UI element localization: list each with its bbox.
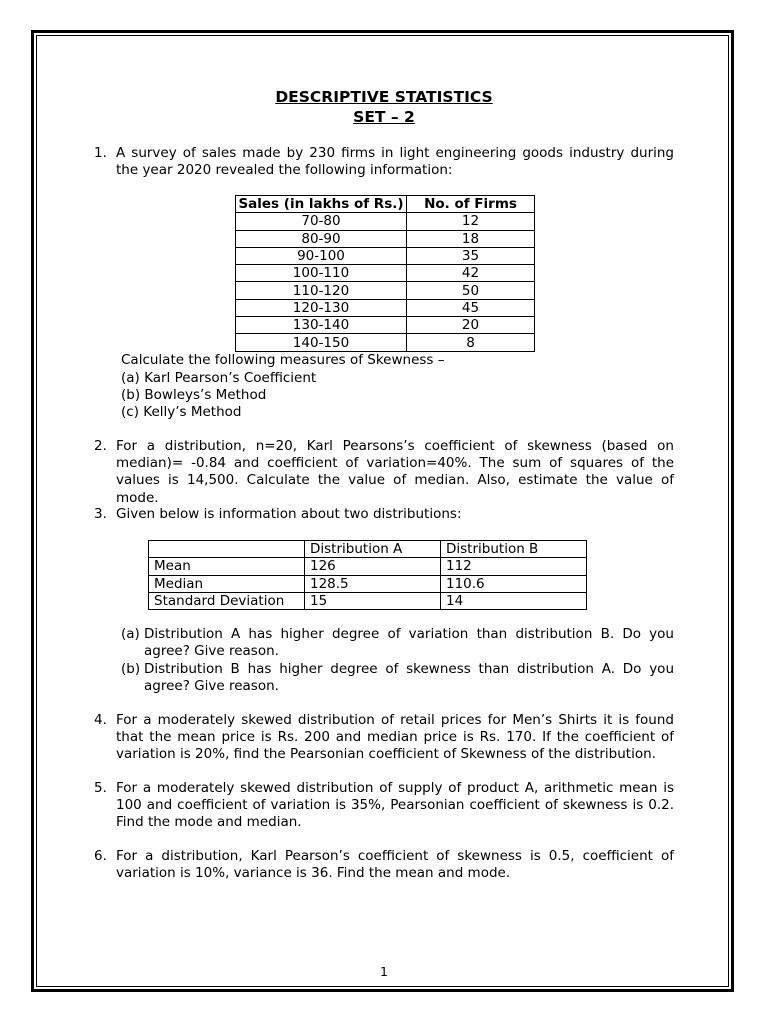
part-text: Karl Pearson’s Coefficient [144,370,317,386]
table-row [149,558,587,575]
table-row [236,334,535,351]
table-header: Sales (in lakhs of Rs.) [236,196,407,213]
table-cell: 42 [407,265,535,282]
table-header [149,541,305,558]
q2-number: 2. [94,438,107,454]
table-row [149,575,587,592]
q3-part-a-text: Distribution A has higher degree of variation than distribution B. Do you agree? Give reason. [144,626,674,660]
table-cell: 50 [407,282,535,299]
table-row [236,282,535,299]
q4-number: 4. [94,712,107,728]
table-cell: 70-80 [236,213,407,230]
table-cell: 18 [407,230,535,247]
table-row [236,317,535,334]
table-cell: 130-140 [236,317,407,334]
table-cell: 8 [407,334,535,351]
q3-text: Given below is information about two distributions: [116,506,462,522]
q1-text: A survey of sales made by 230 firms in light engineering goods industry during the year 2020 revealed the following information: [116,145,674,179]
q1-instruction: Calculate the following measures of Skewness – [121,352,445,368]
q3-part-b-text: Distribution B has higher degree of skewness than distribution A. Do you agree? Give reason. [144,661,674,695]
table-row [236,265,535,282]
q3-part-a-label: (a) [121,626,140,642]
table-cell: 128.5 [305,575,441,592]
page-subtitle: SET – 2 [353,108,415,126]
q1-part-b [121,387,266,404]
q1-part-a [121,370,316,387]
table-cell: 100-110 [236,265,407,282]
table-row [149,592,587,609]
table-cell: 35 [407,247,535,264]
table-header: Distribution B [441,541,587,558]
table-cell: 14 [441,592,587,609]
table-cell: 126 [305,558,441,575]
table-cell: 15 [305,592,441,609]
table-header: Distribution A [305,541,441,558]
part-label: (c) [121,404,139,420]
part-label: (b) [121,387,141,403]
table-cell: 110-120 [236,282,407,299]
q3-number: 3. [94,506,107,522]
part-text: Bowleys’s Method [144,387,267,403]
table-cell: 80-90 [236,230,407,247]
table-cell: 45 [407,299,535,316]
q6-text: For a distribution, Karl Pearson’s coefficient of skewness is 0.5, coefficient of variation is 10%, variance is 36. Find the mean and mode. [116,848,674,882]
q5-text: For a moderately skewed distribution of supply of product A, arithmetic mean is 100 and coefficient of variation is 35%, Pearsonian coefficient of skewness is 0.2. Find the mode and median. [116,780,674,831]
q1-number: 1. [94,145,107,161]
table-cell: Standard Deviation [149,592,305,609]
page-number: 1 [380,964,388,979]
table-row [236,247,535,264]
q1-part-c [121,404,242,421]
q2-text: For a distribution, n=20, Karl Pearsons’s coefficient of skewness (based on median)= -0.84 and coefficient of variation=40%. The sum of squares of the values is 14,500. Calculate the value of median. Also, estimate the value of mode. [116,438,674,506]
table-cell: 140-150 [236,334,407,351]
part-text: Kelly’s Method [143,404,242,420]
table-cell: Mean [149,558,305,575]
q4-text: For a moderately skewed distribution of retail prices for Men’s Shirts it is found that the mean price is Rs. 200 and median price is Rs. 170. If the coefficient of variation is 20%, find the Pearsonian coefficient of Skewness of the distribution. [116,712,674,763]
table-cell: 90-100 [236,247,407,264]
q6-number: 6. [94,848,107,864]
table-cell: 110.6 [441,575,587,592]
distribution-table [148,540,587,610]
table-header: No. of Firms [407,196,535,213]
q5-number: 5. [94,780,107,796]
table-row [236,213,535,230]
page-title: DESCRIPTIVE STATISTICS [275,88,493,106]
part-label: (a) [121,370,140,386]
table-cell: 120-130 [236,299,407,316]
table-cell: Median [149,575,305,592]
table-header-row [236,196,535,213]
table-header-row [149,541,587,558]
sales-table [235,195,535,352]
table-row [236,299,535,316]
table-cell: 12 [407,213,535,230]
table-cell: 112 [441,558,587,575]
q3-part-b-label: (b) [121,661,141,677]
table-row [236,230,535,247]
table-cell: 20 [407,317,535,334]
